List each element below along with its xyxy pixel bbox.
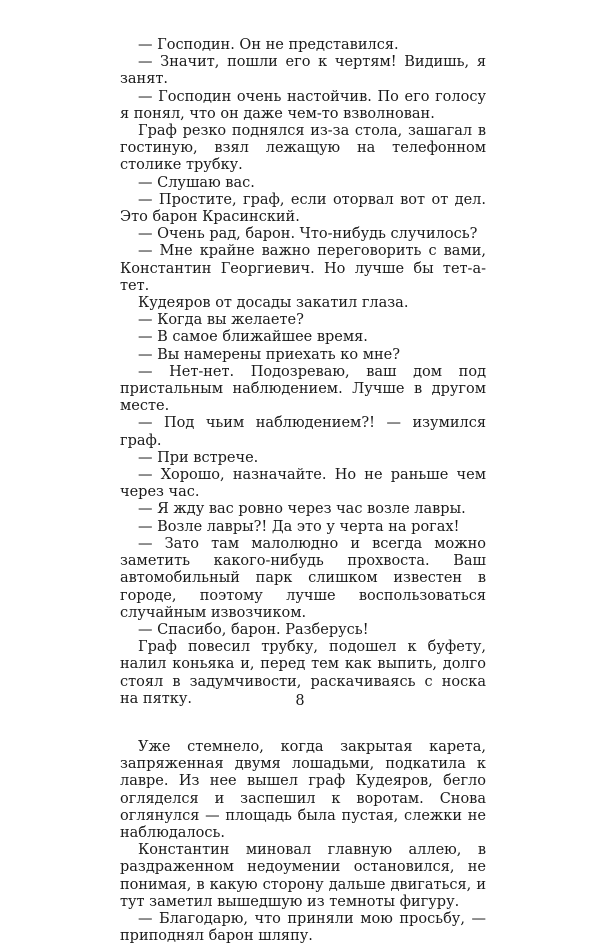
paragraph: — Зато там малолюдно и всегда можно заметить какого-нибудь прохвоста. Ваш автомобильный парк слишком известен в городе, поэтому лучше воспользоваться случайным извозчиком. <box>120 535 486 621</box>
paragraph: — Нет-нет. Подозреваю, ваш дом под пристальным наблюдением. Лучше в другом месте. <box>120 363 486 415</box>
paragraph: — Я жду вас ровно через час возле лавры. <box>138 501 466 518</box>
paragraph: Уже стемнело, когда закрытая карета, запряженная двумя лошадьми, подкатила к лавре. Из нее вышел граф Кудеяров, бегло огляделся и заспешил к воротам. Снова оглянулся — площадь была пустая, слежки не наблюдалось. <box>120 738 486 841</box>
paragraph: — Господин. Он не представился. <box>138 37 399 53</box>
paragraph: — Значит, пошли его к чертям! Видишь, я занят. <box>120 54 486 88</box>
paragraph: — При встрече. <box>138 449 259 466</box>
paragraph: — Простите, граф, если оторвал вот от дел. Это барон Красинский. <box>120 191 486 226</box>
paragraph: — Хорошо, назначайте. Но не раньше чем через час. <box>120 467 486 501</box>
paragraph: — Слушаю вас. <box>138 174 255 191</box>
paragraph: Константин миновал главную аллею, в раздраженном недоумении остановился, не понимая, в какую сторону дальше двигаться, и тут заметил вышедшую из темноты фигуру. <box>120 842 486 910</box>
paragraph: — Спасибо, барон. Разберусь! <box>138 621 369 638</box>
section-1 <box>120 37 486 708</box>
paragraph: — Господин очень настойчив. По его голосу я понял, что он даже чем-то взволнован. <box>120 88 486 122</box>
section-2 <box>120 739 486 945</box>
section-break <box>120 708 486 739</box>
paragraph: Кудеяров от досады закатил глаза. <box>138 295 409 312</box>
page-number: 8 <box>295 693 305 709</box>
paragraph: — Когда вы желаете? <box>138 312 304 329</box>
paragraph: — Вы намерены приехать ко мне? <box>138 346 400 363</box>
paragraph: Граф повесил трубку, подошел к буфету, налил коньяка и, перед тем как выпить, долго стоял в задумчивости, раскачиваясь с носка на пятку. <box>120 639 486 707</box>
paragraph: — Мне крайне важно переговорить с вами, Константин Георгиевич. Но лучше бы тет-а-тет. <box>120 243 486 294</box>
paragraph: Граф резко поднялся из-за стола, зашагал в гостиную, взял лежащую на телефонном столике трубку. <box>120 123 486 174</box>
paragraph: — Под чьим наблюдением?! — изумился граф. <box>120 415 486 449</box>
paragraph: — Возле лавры?! Да это у черта на рогах! <box>138 518 460 535</box>
book-page <box>120 37 486 945</box>
paragraph: — Очень рад, барон. Что-нибудь случилось? <box>138 226 478 243</box>
paragraph: — В самое ближайшее время. <box>138 329 368 346</box>
paragraph: — Благодарю, что приняли мою просьбу, — приподнял барон шляпу. <box>120 910 486 945</box>
